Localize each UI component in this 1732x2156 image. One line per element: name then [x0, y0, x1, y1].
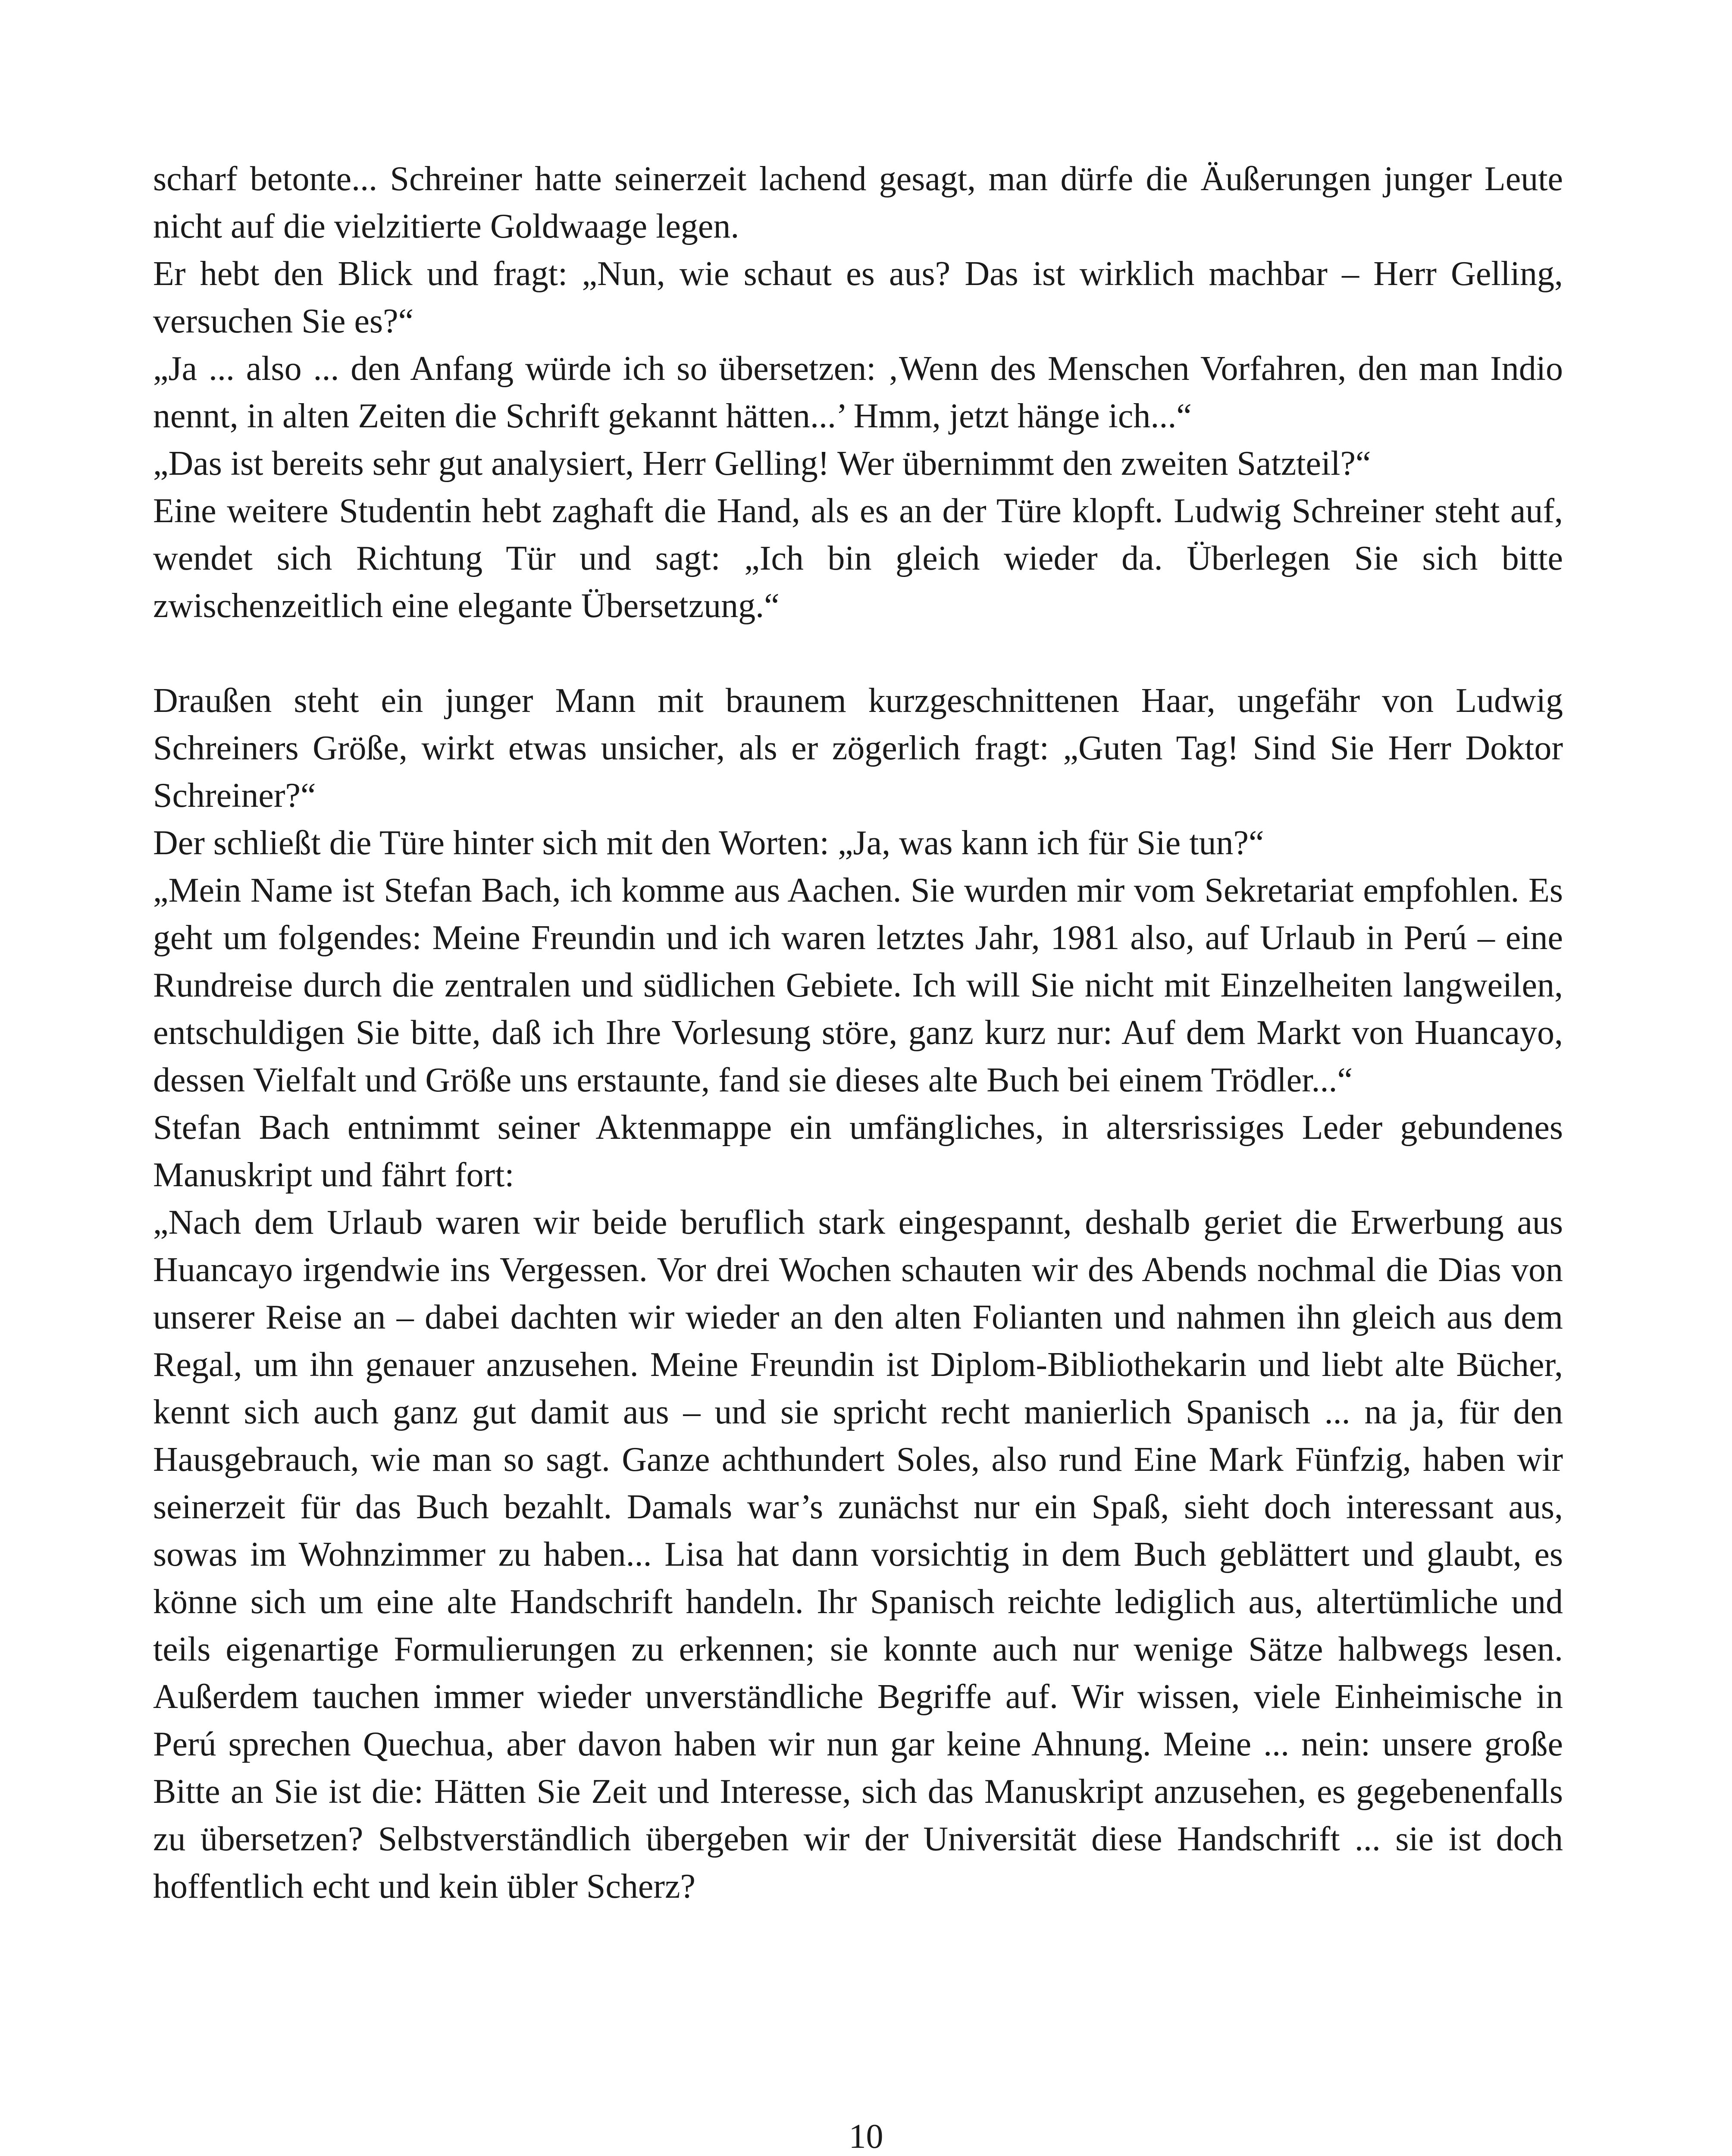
- paragraph-6: Draußen steht ein junger Mann mit braunem kurzgeschnittenen Haar, ungefähr von Ludwig Schreiners Größe, wirkt etwas unsicher, als er zögerlich fragt: „Guten Tag! Sind Sie Herr Doktor Schreiner?“: [153, 682, 1563, 815]
- paragraph-9: Stefan Bach entnimmt seiner Aktenmappe ein umfängliches, in altersrissiges Leder gebundenes Manuskript und fährt fort:: [153, 1109, 1563, 1194]
- paragraph-3: „Ja ... also ... den Anfang würde ich so übersetzen: ‚Wenn des Menschen Vorfahren, den man Indio nennt, in alten Zeiten die Schrift gekannt hätten...’ Hmm, jetzt hänge ich...“: [153, 350, 1563, 435]
- paragraph-2: Er hebt den Blick und fragt: „Nun, wie schaut es aus? Das ist wirklich machbar – Herr Gelling, versuchen Sie es?“: [153, 255, 1563, 340]
- paragraph-5: Eine weitere Studentin hebt zaghaft die Hand, als es an der Türe klopft. Ludwig Schreiner steht auf, wendet sich Richtung Tür und sagt: „Ich bin gleich wieder da. Überlegen Sie sich bitte zwischenzeitlich eine elegante Übersetzung.“: [153, 492, 1563, 625]
- paragraph-7: Der schließt die Türe hinter sich mit den Worten: „Ja, was kann ich für Sie tun?“: [153, 824, 1264, 862]
- section-break: [153, 630, 1563, 677]
- paragraph-4: „Das ist bereits sehr gut analysiert, Herr Gelling! Wer übernimmt den zweiten Satzteil?“: [153, 445, 1371, 483]
- paragraph-8: „Mein Name ist Stefan Bach, ich komme aus Aachen. Sie wurden mir vom Sekretariat empfohlen. Es geht um folgendes: Meine Freundin und ich waren letztes Jahr, 1981 also, auf Urlaub in Perú – eine Rundreise durch die zentralen und südlichen Gebiete. Ich will Sie nicht mit Einzelheiten langweilen, entschuldigen Sie bitte, daß ich Ihre Vorlesung störe, ganz kurz nur: Auf dem Markt von Huancayo, dessen Vielfalt und Größe uns erstaunte, fand sie dieses alte Buch bei einem Trödler...“: [153, 871, 1563, 1099]
- paragraph-10: „Nach dem Urlaub waren wir beide beruflich stark eingespannt, deshalb geriet die Erwerbung aus Huancayo irgendwie ins Vergessen. Vor drei Wochen schauten wir des Abends nochmal die Dias von unserer Reise an – dabei dachten wir wieder an den alten Folianten und nahmen ihn gleich aus dem Regal, um ihn genauer anzusehen. Meine Freundin ist Diplom-Bibliothekarin und liebt alte Bücher, kennt sich auch ganz gut damit aus – und sie spricht recht manierlich Spanisch ... na ja, für den Hausgebrauch, wie man so sagt. Ganze achthundert Soles, also rund Eine Mark Fünfzig, haben wir seinerzeit für das Buch bezahlt. Damals war’s zunächst nur ein Spaß, sieht doch interessant aus, sowas im Wohnzimmer zu haben... Lisa hat dann vorsichtig in dem Buch geblättert und glaubt, es könne sich um eine alte Handschrift handeln. Ihr Spanisch reichte lediglich aus, altertümliche und teils eigenartige Formulierungen zu erkennen; sie konnte auch nur wenige Sätze halbwegs lesen. Außerdem tauchen immer wieder unverständliche Begriffe auf. Wir wissen, viele Einheimische in Perú sprechen Quechua, aber davon haben wir nun gar keine Ahnung. Meine ... nein: unsere große Bitte an Sie ist die: Hätten Sie Zeit und Interesse, sich das Manuskript anzusehen, es gegebenenfalls zu übersetzen? Selbstverständlich übergeben wir der Universität diese Handschrift ... sie ist doch hoffentlich echt und kein übler Scherz?: [153, 1203, 1563, 1905]
- paragraph-1: scharf betonte... Schreiner hatte seinerzeit lachend gesagt, man dürfe die Äußerungen junger Leute nicht auf die vielzitierte Goldwaage legen.: [153, 160, 1563, 245]
- page-number: 10: [849, 2118, 883, 2156]
- page-body: [153, 155, 1563, 1910]
